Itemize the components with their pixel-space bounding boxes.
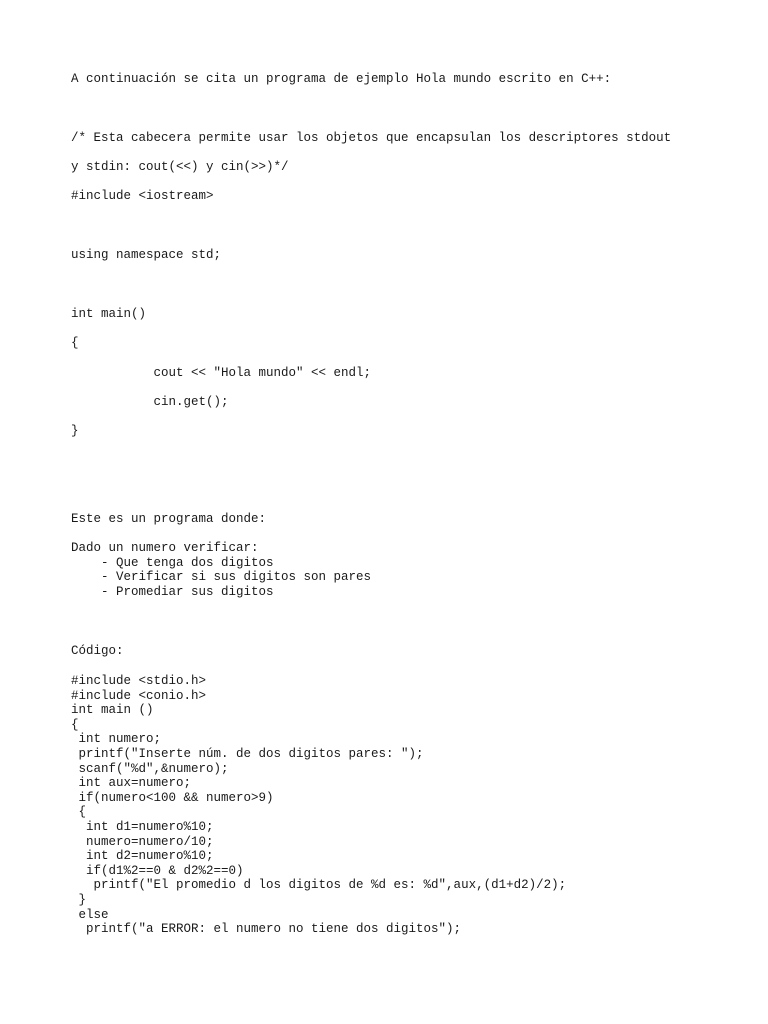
intro-paragraph: A continuación se cita un programa de ejemplo Hola mundo escrito en C++: xyxy=(71,72,612,86)
comment-line-1: /* Esta cabecera permite usar los objetos que encapsulan los descriptores stdout xyxy=(71,131,672,145)
open-brace-line: { xyxy=(71,336,79,350)
namespace-line: using namespace std; xyxy=(71,248,222,262)
close-brace-line: } xyxy=(71,424,79,438)
code-block: #include <stdio.h> #include <conio.h> int main () { int numero; printf("Inserte núm. de dos digitos pares: "); scanf("%d",&numero); int aux=numero; if(numero<100 && numero>9) { int d1=numero%10; numero=numero/10; int d2=numero%10; if(d1%2==0 & d2%2==0) printf("El promedio d los digitos de %d es: %d",aux,(d1+d2)/2); } else printf("a ERROR: el numero no tiene dos digitos"); xyxy=(71,674,567,937)
main-signature-line: int main() xyxy=(71,307,147,321)
code-label: Código: xyxy=(71,644,124,658)
comment-line-2: y stdin: cout(<<) y cin(>>)*/ xyxy=(71,160,289,174)
cout-statement-line: cout << "Hola mundo" << endl; xyxy=(71,366,372,380)
cin-get-statement-line: cin.get(); xyxy=(71,395,229,409)
include-iostream-line: #include <iostream> xyxy=(71,189,214,203)
description-heading: Este es un programa donde: xyxy=(71,512,267,526)
description-list: Dado un numero verificar: - Que tenga dos digitos - Verificar si sus digitos son pares - Promediar sus digitos xyxy=(71,541,372,599)
